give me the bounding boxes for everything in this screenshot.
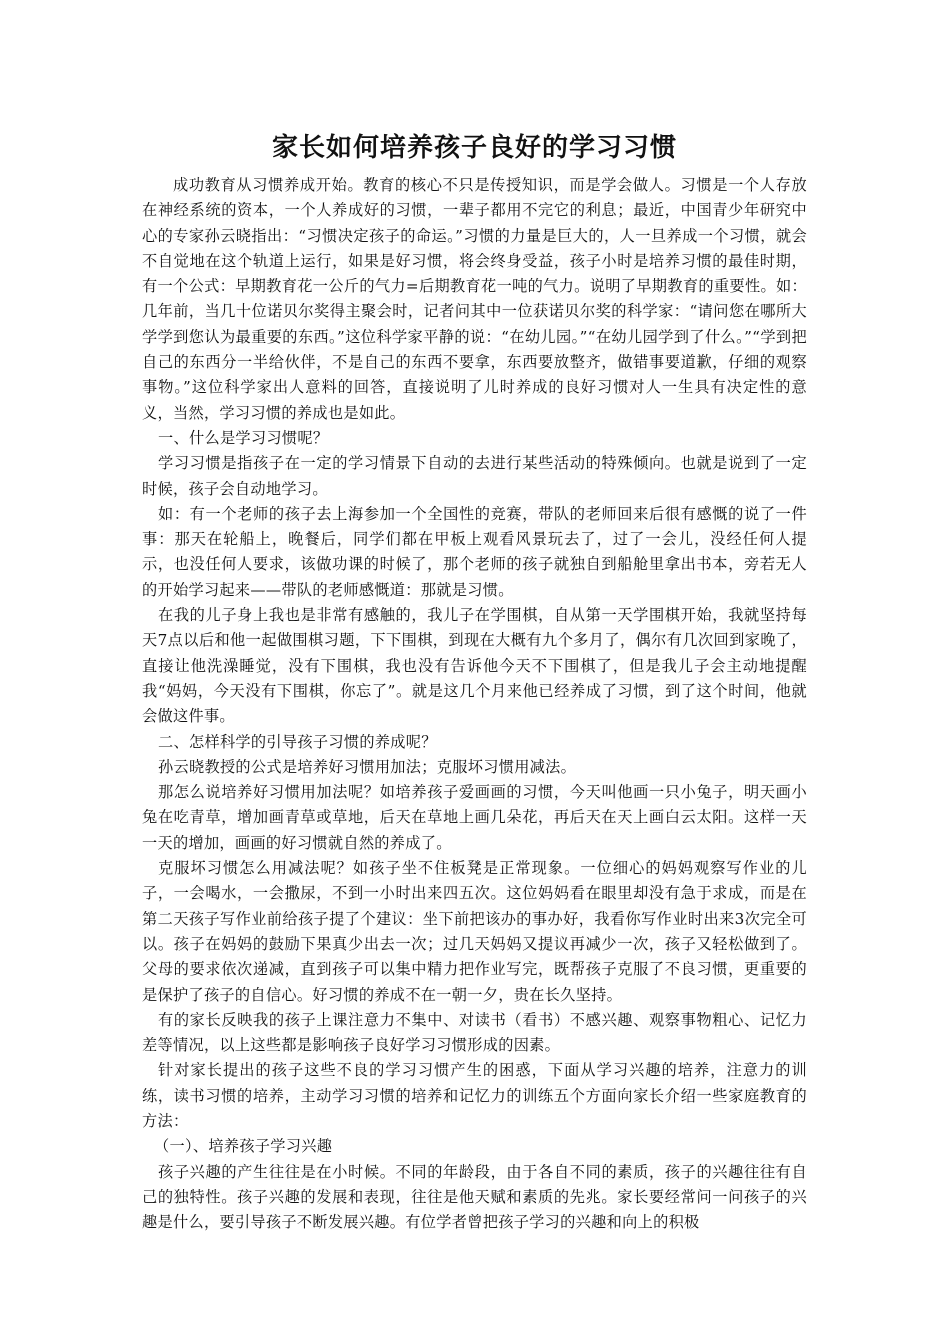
paragraph: 孩子兴趣的产生往往是在小时候。不同的年龄段，由于各自不同的素质，孩子的兴趣往往有自己的独特性。孩子兴趣的发展和表现，往往是他天赋和素质的先兆。家长要经常问一问孩子的兴趣是什么，要引导孩子不断发展兴趣。有位学者曾把孩子学习的兴趣和向上的积极 <box>142 1162 807 1232</box>
section-heading-1: 一、什么是学习习惯呢？ <box>158 428 329 447</box>
paragraph: 有的家长反映我的孩子上课注意力不集中、对读书（看书）不感兴趣、观察事物粗心、记忆力差等情况，以上这些都是影响孩子良好学习习惯形成的因素。 <box>142 1010 807 1055</box>
document-body <box>142 128 807 1235</box>
paragraph: 学习习惯是指孩子在一定的学习情景下自动的去进行某些活动的特殊倾向。也就是说到了一定时候，孩子会自动地学习。 <box>142 454 807 498</box>
paragraph-intro: 成功教育从习惯养成开始。教育的核心不只是传授知识，而是学会做人。习惯是一个人存放在神经系统的资本，一个人养成好的习惯，一辈子都用不完它的利息；最近，中国青少年研究中心的专家孙云晓指出：“习惯决定孩子的命运。”习惯的力量是巨大的，人一旦养成一个习惯，就会不自觉地在这个轨道上运行，如果是好习惯，将会终身受益，孩子小时是培养习惯的最佳时期，有一个公式：早期教育花一公斤的气力=后期教育花一吨的气力。说明了早期教育的重要性。如：几年前，当几十位诺贝尔奖得主聚会时，记者问其中一位获诺贝尔奖的科学家：“请问您在哪所大学学到您认为最重要的东西。”这位科学家平静的说：“在幼儿园。”“在幼儿园学到了什么。”“学到把自己的东西分一半给伙伴，不是自己的东西不要拿，东西要放整齐，做错事要道歉，仔细的观察事物。”这位科学家出人意料的回答，直接说明了儿时养成的良好习惯对人一生具有决定性的意义，当然，学习习惯的养成也是如此。 <box>142 176 807 422</box>
section-heading-2: 二、怎样科学的引导孩子习惯的养成呢？ <box>158 732 437 751</box>
paragraph: 克服坏习惯怎么用减法呢？如孩子坐不住板凳是正常现象。一位细心的妈妈观察写作业的儿子，一会喝水，一会撒尿，不到一小时出来四五次。这位妈妈看在眼里却没有急于求成，而是在第二天孩子写作业前给孩子提了个建议：坐下前把该办的事办好，我看你写作业时出来3次完全可以。孩子在妈妈的鼓励下果真少出去一次；过几天妈妈又提议再减少一次，孩子又轻松做到了。父母的要求依次递减，直到孩子可以集中精力把作业写完，既帮孩子克服了不良习惯，更重要的是保护了孩子的自信心。好习惯的养成不在一朝一夕，贵在长久坚持。 <box>142 859 807 1004</box>
paragraph: 如：有一个老师的孩子去上海参加一个全国性的竞赛，带队的老师回来后很有感慨的说了一件事：那天在轮船上，晚餐后，同学们都在甲板上观看风景玩去了，过了一会儿，没经任何人提示，也没任何人要求，该做功课的时候了，那个老师的孩子就独自到船舱里拿出书本，旁若无人的开始学习起来——带队的老师感慨道：那就是习惯。 <box>142 504 807 599</box>
paragraph: 针对家长提出的孩子这些不良的学习习惯产生的困惑，下面从学习兴趣的培养，注意力的训练，读书习惯的培养，主动学习习惯的培养和记忆力的训练五个方面向家长介绍一些家庭教育的方法： <box>142 1061 807 1130</box>
document-title: 家长如何培养孩子良好的学习习惯 <box>271 133 677 163</box>
paragraph: 那怎么说培养好习惯用加法呢？如培养孩子爱画画的习惯，今天叫他画一只小兔子，明天画小兔在吃青草，增加画青草或草地，后天在草地上画几朵花，再后天在天上画白云太阳。这样一天一天的增加，画画的好习惯就自然的养成了。 <box>142 783 807 852</box>
subsection-heading-1: （一）、培养孩子学习兴趣 <box>154 1137 333 1156</box>
paragraph: 在我的儿子身上我也是非常有感触的，我儿子在学围棋，自从第一天学围棋开始，我就坚持每天7点以后和他一起做围棋习题，下下围棋，到现在大概有九个多月了，偶尔有几次回到家晚了，直接让他洗澡睡觉，没有下围棋，我也没有告诉他今天不下围棋了，但是我儿子会主动地提醒我“妈妈，今天没有下围棋，你忘了”。就是这几个月来他已经养成了习惯，到了这个时间，他就会做这件事。 <box>142 606 807 726</box>
paragraph: 孙云晓教授的公式是培养好习惯用加法；克服坏习惯用减法。 <box>158 757 577 776</box>
